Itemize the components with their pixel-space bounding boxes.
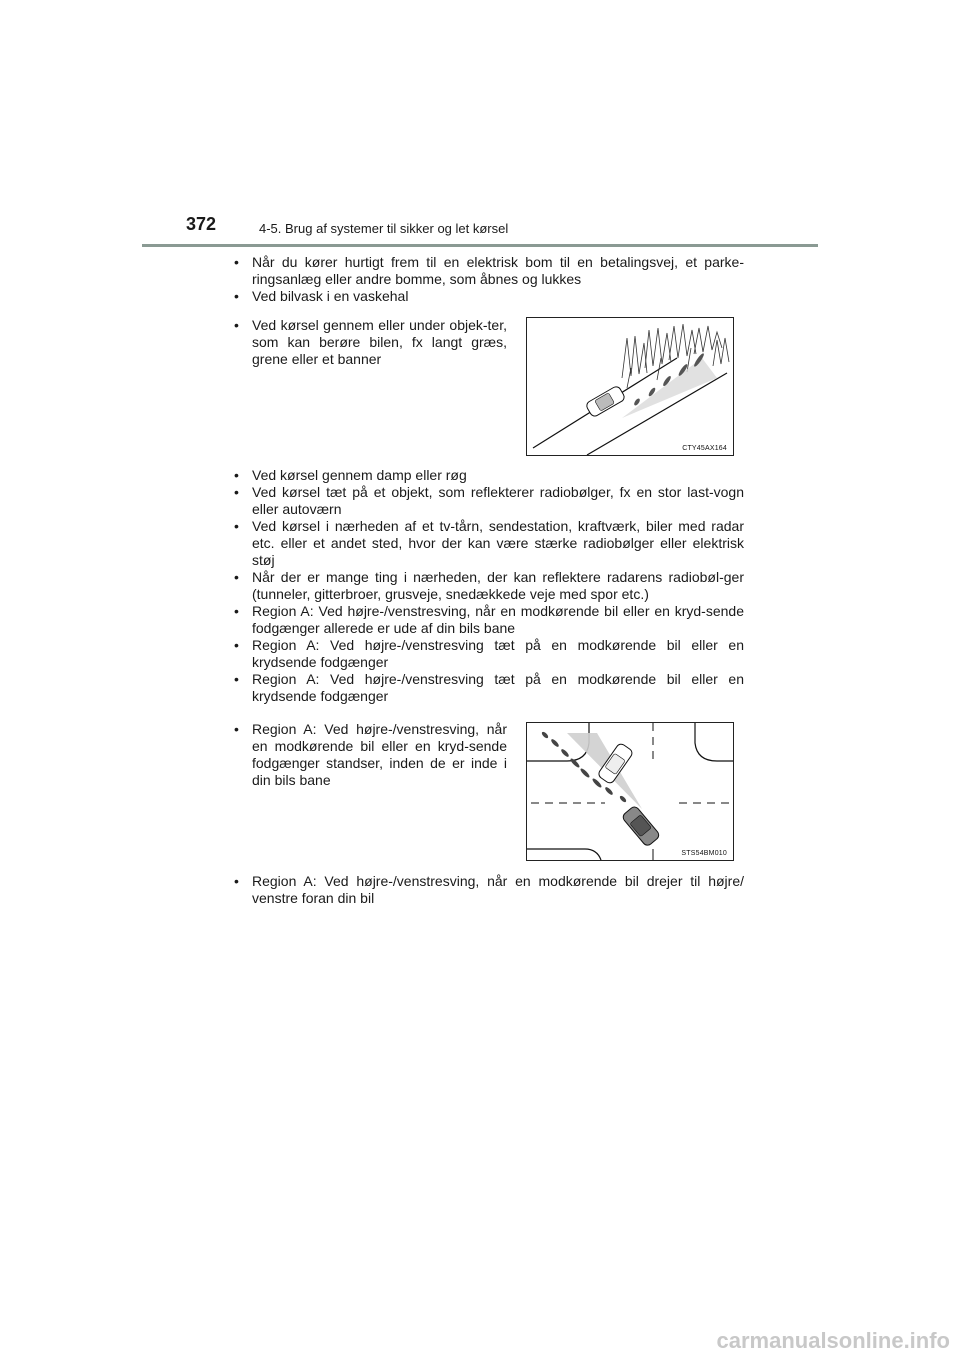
bullet-list-3 [230, 467, 744, 705]
list-item: • Ved kørsel i nærheden af et tv-tårn, sendestation, kraftværk, biler med radar etc. eller et andet sted, hvor der kan være stærke radiobølger eller elektrisk støj [230, 518, 744, 569]
list-item: • Ved bilvask i en vaskehal [230, 288, 744, 305]
figure-code: CTY45AX164 [682, 445, 727, 452]
list-item: • Ved kørsel gennem damp eller røg [230, 467, 744, 484]
figure-code: STS54BM010 [681, 850, 727, 857]
list-item: • Ved kørsel gennem eller under objek-ter, som kan berøre bilen, fx langt græs, grene eller et banner [230, 317, 507, 368]
intersection-drawing [527, 723, 733, 860]
list-item: • Når du kører hurtigt frem til en elektrisk bom til en betalingsvej, et parke-ringsanlæg eller andre bomme, som åbnes og lukkes [230, 254, 744, 288]
grass-road-drawing [527, 318, 733, 455]
header-divider [142, 244, 818, 247]
bullet-list-5 [230, 873, 744, 907]
list-item: • Ved kørsel tæt på et objekt, som reflekterer radiobølger, fx en stor last-vogn eller autoværn [230, 484, 744, 518]
illustration-tall-grass [526, 317, 734, 456]
bullet-list-2 [230, 317, 507, 368]
list-item: • Region A: Ved højre-/venstresving, når en modkørende bil eller en kryd-sende fodgænger standser, inden de er inde i din bils bane [230, 721, 507, 789]
page-number: 372 [186, 214, 217, 234]
list-item: • Region A: Ved højre-/venstresving, når en modkørende bil eller en kryd-sende fodgænger allerede er ude af din bils bane [230, 603, 744, 637]
bullet-list-4 [230, 721, 507, 789]
section-title: 4-5. Brug af systemer til sikker og let kørsel [259, 221, 509, 236]
bullet-list-1 [230, 254, 744, 305]
list-item: • Region A: Ved højre-/venstresving tæt på en modkørende bil eller en krydsende fodgænger [230, 637, 744, 671]
list-item: • Når der er mange ting i nærheden, der kan reflektere radarens radiobøl-ger (tunneler, gitterbroer, grusveje, snedækkede veje med spor etc.) [230, 569, 744, 603]
list-item: • Region A: Ved højre-/venstresving tæt på en modkørende bil eller en krydsende fodgænger [230, 671, 744, 705]
list-item: • Region A: Ved højre-/venstresving, når en modkørende bil drejer til højre/ venstre foran din bil [230, 873, 744, 907]
watermark-text: carmanualsonline.info [716, 1328, 950, 1353]
illustration-intersection [526, 722, 734, 861]
